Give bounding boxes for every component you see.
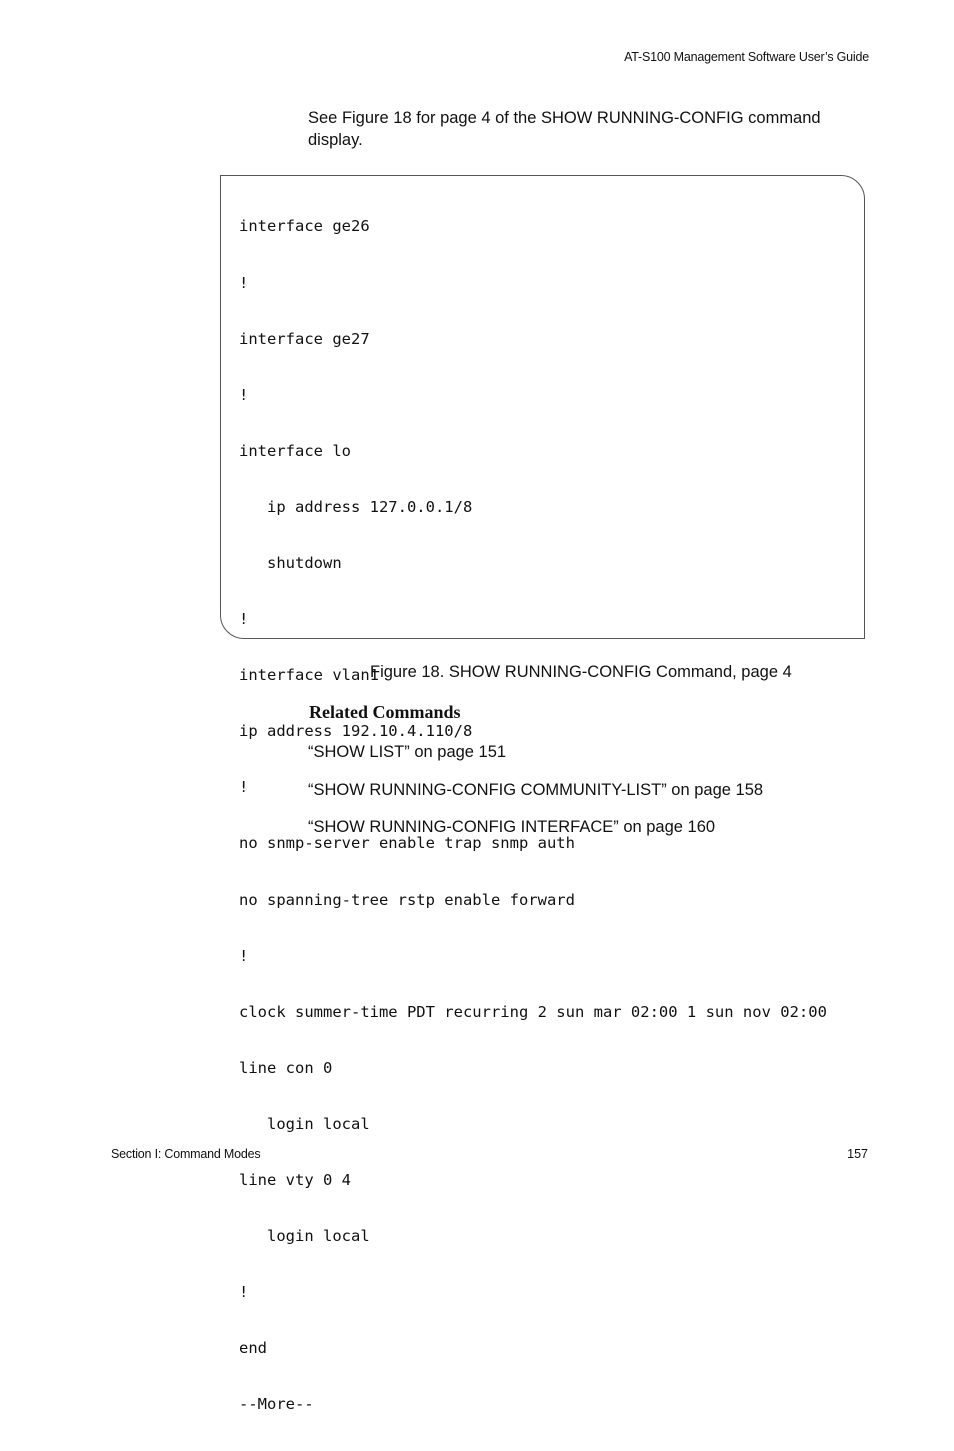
footer-section-label: Section I: Command Modes xyxy=(111,1147,261,1161)
code-line: shutdown xyxy=(239,553,342,572)
related-command-link[interactable]: “SHOW LIST” on page 151 xyxy=(308,743,507,761)
related-command-link[interactable]: “SHOW RUNNING-CONFIG INTERFACE” on page 160 xyxy=(308,818,716,836)
code-line: line con 0 xyxy=(239,1058,333,1077)
code-line: ip address 127.0.0.1/8 xyxy=(239,497,473,516)
code-line: no spanning-tree rstp enable forward xyxy=(239,890,575,909)
code-line: line vty 0 4 xyxy=(239,1171,351,1189)
code-line: ! xyxy=(239,385,249,404)
related-command-link[interactable]: “SHOW RUNNING-CONFIG COMMUNITY-LIST” on page 158 xyxy=(308,780,764,799)
code-line: end xyxy=(239,1339,267,1358)
figure-caption: Figure 18. SHOW RUNNING-CONFIG Command, page 4 xyxy=(370,663,792,681)
code-line: clock summer-time PDT recurring 2 sun mar 02:00 1 sun nov 02:00 xyxy=(239,1002,827,1021)
code-line: interface ge27 xyxy=(239,329,370,348)
code-line: login local xyxy=(239,1227,370,1246)
code-line: login local xyxy=(239,1114,370,1133)
code-line: interface lo xyxy=(239,441,351,460)
code-line: no snmp-server enable trap snmp auth xyxy=(239,834,575,853)
code-line: ! xyxy=(239,610,249,629)
related-commands-heading: Related Commands xyxy=(309,702,461,722)
code-line: interface vlan1 xyxy=(239,666,379,685)
code-line: ! xyxy=(239,1283,249,1302)
code-line: interface ge26 xyxy=(239,217,370,236)
code-line: ! xyxy=(239,273,249,292)
code-line: --More-- xyxy=(239,1395,314,1414)
related-commands-list xyxy=(308,741,763,854)
code-line: ! xyxy=(239,946,249,965)
page-number: 157 xyxy=(847,1147,868,1161)
code-line: ip address 192.10.4.110/8 xyxy=(239,722,473,741)
code-line: ! xyxy=(239,778,249,797)
intro-paragraph: See Figure 18 for page 4 of the SHOW RUNNING-CONFIG command display. xyxy=(308,109,821,149)
running-header: AT-S100 Management Software User’s Guide xyxy=(624,50,869,64)
